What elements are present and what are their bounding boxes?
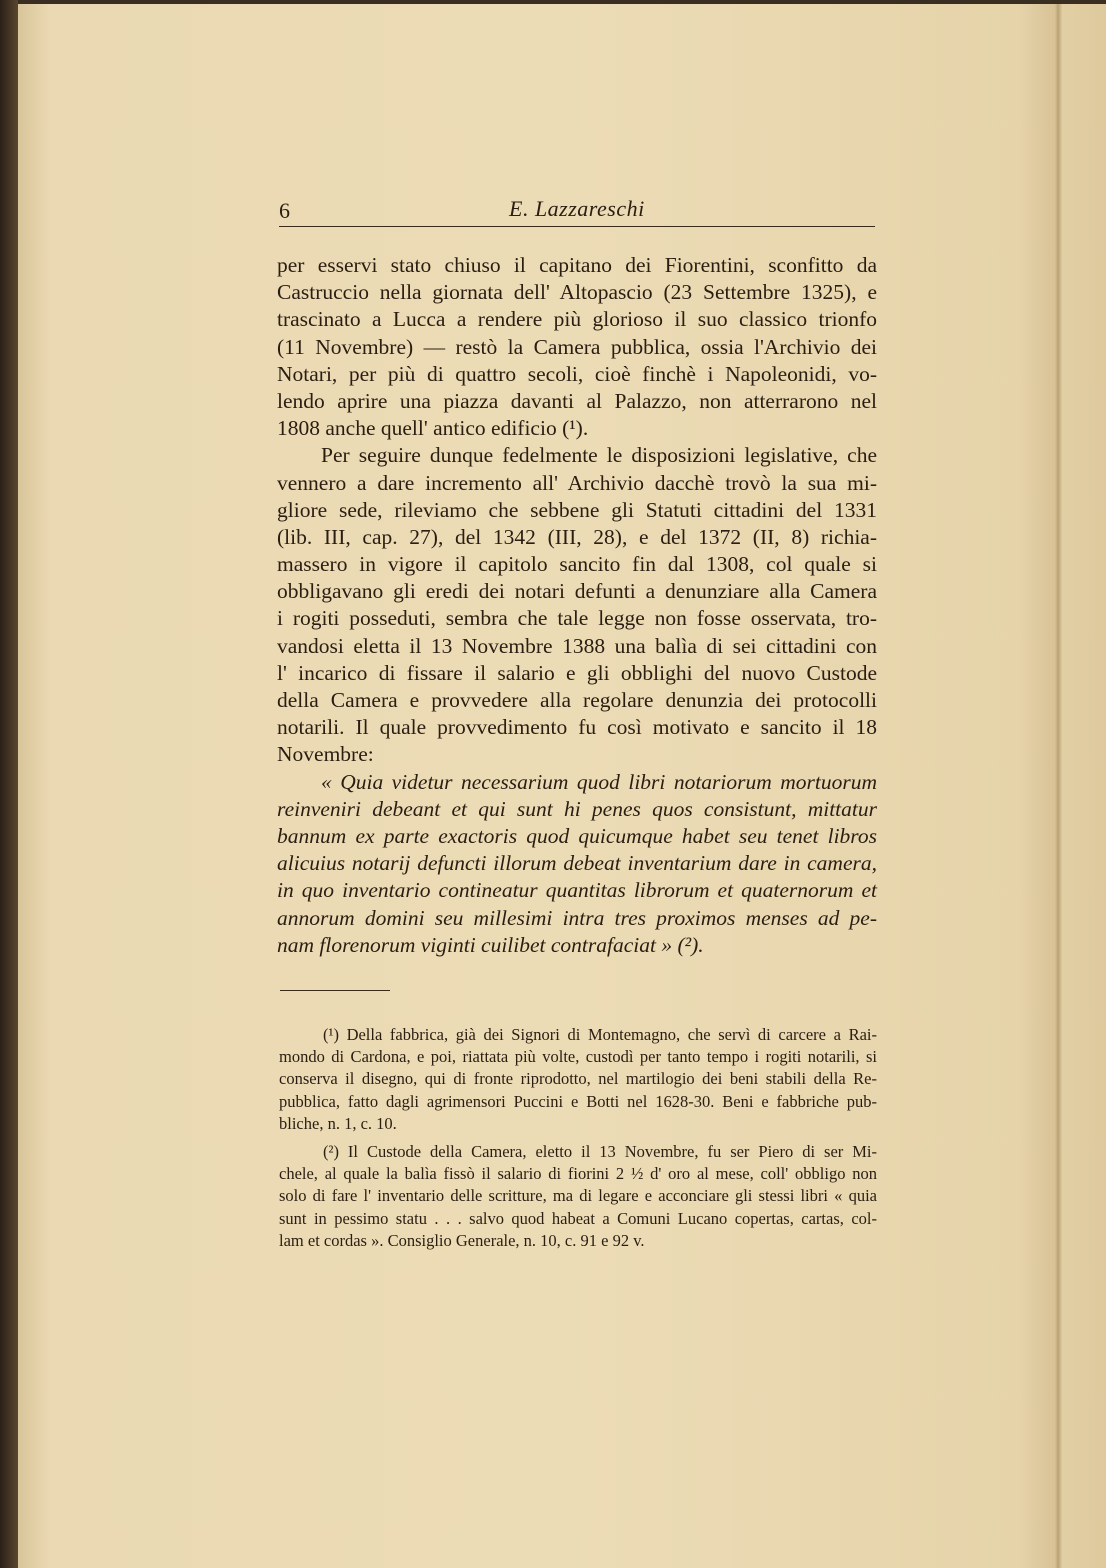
quote-line: in quo inventario contineatur quantitas librorum et quaternorum et <box>277 878 877 903</box>
text-line: i rogiti posseduti, sembra che tale legge non fosse osservata, tro- <box>277 606 877 631</box>
text-line: notarili. Il quale provvedimento fu così motivato e sancito il 18 <box>277 715 877 740</box>
footnote-line: pubblica, fatto dagli agrimensori Puccini e Botti nel 1628-30. Beni e fabbriche pub- <box>279 1091 877 1111</box>
text-line: per esservi stato chiuso il capitano dei Fiorentini, sconfitto da <box>277 253 877 277</box>
text-line: l' incarico di fissare il salario e gli obblighi del nuovo Custode <box>277 660 877 685</box>
text-line: vandosi eletta il 13 Novembre 1388 una balìa di sei cittadini con <box>277 633 877 658</box>
page-header <box>279 196 875 227</box>
paragraph-2 <box>277 442 877 768</box>
text-line: 1808 anche quell' antico edificio (¹). <box>277 416 589 441</box>
running-head: E. Lazzareschi <box>509 196 645 221</box>
main-text <box>277 252 877 959</box>
footnote-separator <box>280 990 390 991</box>
footnote-line: bliche, n. 1, c. 10. <box>279 1113 397 1133</box>
footnote-line: lam et cordas ». Consiglio Generale, n. 10, c. 91 e 92 v. <box>279 1230 645 1250</box>
footnote-1 <box>279 1024 877 1135</box>
quote-line: « Quia videtur necessarium quod libri notariorum mortuorum <box>321 769 877 794</box>
paragraph-1 <box>277 252 877 442</box>
footnote-line: chele, al quale la balìa fissò il salario di fiorini 2 ½ d' oro al mese, coll' obbligo non <box>279 1164 877 1184</box>
quote-line: bannum ex parte exactoris quod quicumque habet seu tenet libros <box>277 823 877 848</box>
footnotes <box>279 1024 877 1252</box>
quote-line: alicuius notarij defuncti illorum debeat inventarium dare in camera, <box>277 851 877 876</box>
text-line: vennero a dare incremento all' Archivio dacchè trovò la sua mi- <box>277 470 877 495</box>
footnote-line: mondo di Cardona, e poi, riattata più volte, custodì per tanto tempo i rogiti notarili, si <box>279 1047 877 1067</box>
footnote-line: (¹) Della fabbrica, già dei Signori di Montemagno, che servì di carcere a Rai- <box>323 1025 877 1044</box>
text-line: Castruccio nella giornata dell' Altopascio (23 Settembre 1325), e <box>277 280 877 305</box>
text-line: massero in vigore il capitolo sancito fin dal 1308, col quale si <box>277 552 877 577</box>
text-line: gliore sede, rileviamo che sebbene gli Statuti cittadini del 1331 <box>277 497 877 522</box>
text-line: lendo aprire una piazza davanti al Palazzo, non atterrarono nel <box>277 388 877 413</box>
quote-line: reinveniri debeant et qui sunt hi penes quos consistunt, mittatur <box>277 796 877 821</box>
latin-quotation <box>277 769 877 959</box>
text-line: trascinato a Lucca a rendere più glorioso il suo classico trionfo <box>277 307 877 332</box>
text-line: (11 Novembre) — restò la Camera pubblica, ossia l'Archivio dei <box>277 334 877 359</box>
text-line: Notari, per più di quattro secoli, cioè finchè i Napoleonidi, vo- <box>277 361 877 386</box>
text-line: (lib. III, cap. 27), del 1342 (III, 28), e del 1372 (II, 8) richia- <box>277 524 877 549</box>
text-line: della Camera e provvedere alla regolare denunzia dei protocolli <box>277 688 877 712</box>
quote-line: nam florenorum viginti cuilibet contrafaciat » (²). <box>277 932 704 957</box>
book-binding-edge <box>0 0 18 1568</box>
footnote-2 <box>279 1141 877 1252</box>
page-number: 6 <box>279 198 290 223</box>
text-line: Novembre: <box>277 742 374 767</box>
footnote-line: conserva il disegno, qui di fronte riprodotto, nel martilogio dei beni stabili della Re- <box>279 1069 877 1089</box>
text-line: Per seguire dunque fedelmente le disposizioni legislative, che <box>321 443 877 468</box>
quote-line: annorum domini seu millesimi intra tres proximos menses ad pe- <box>277 905 877 930</box>
footnote-line: sunt in pessimo statu . . . salvo quod habeat a Comuni Lucano copertas, cartas, col- <box>279 1208 877 1228</box>
footnote-line: solo di fare l' inventario delle scritture, ma di legare e acconciare gli stessi libri « quia <box>279 1186 877 1206</box>
footnote-line: (²) Il Custode della Camera, eletto il 13 Novembre, fu ser Piero di ser Mi- <box>323 1141 877 1161</box>
text-line: obbligavano gli eredi dei notari defunti a denunziare alla Camera <box>277 579 877 604</box>
